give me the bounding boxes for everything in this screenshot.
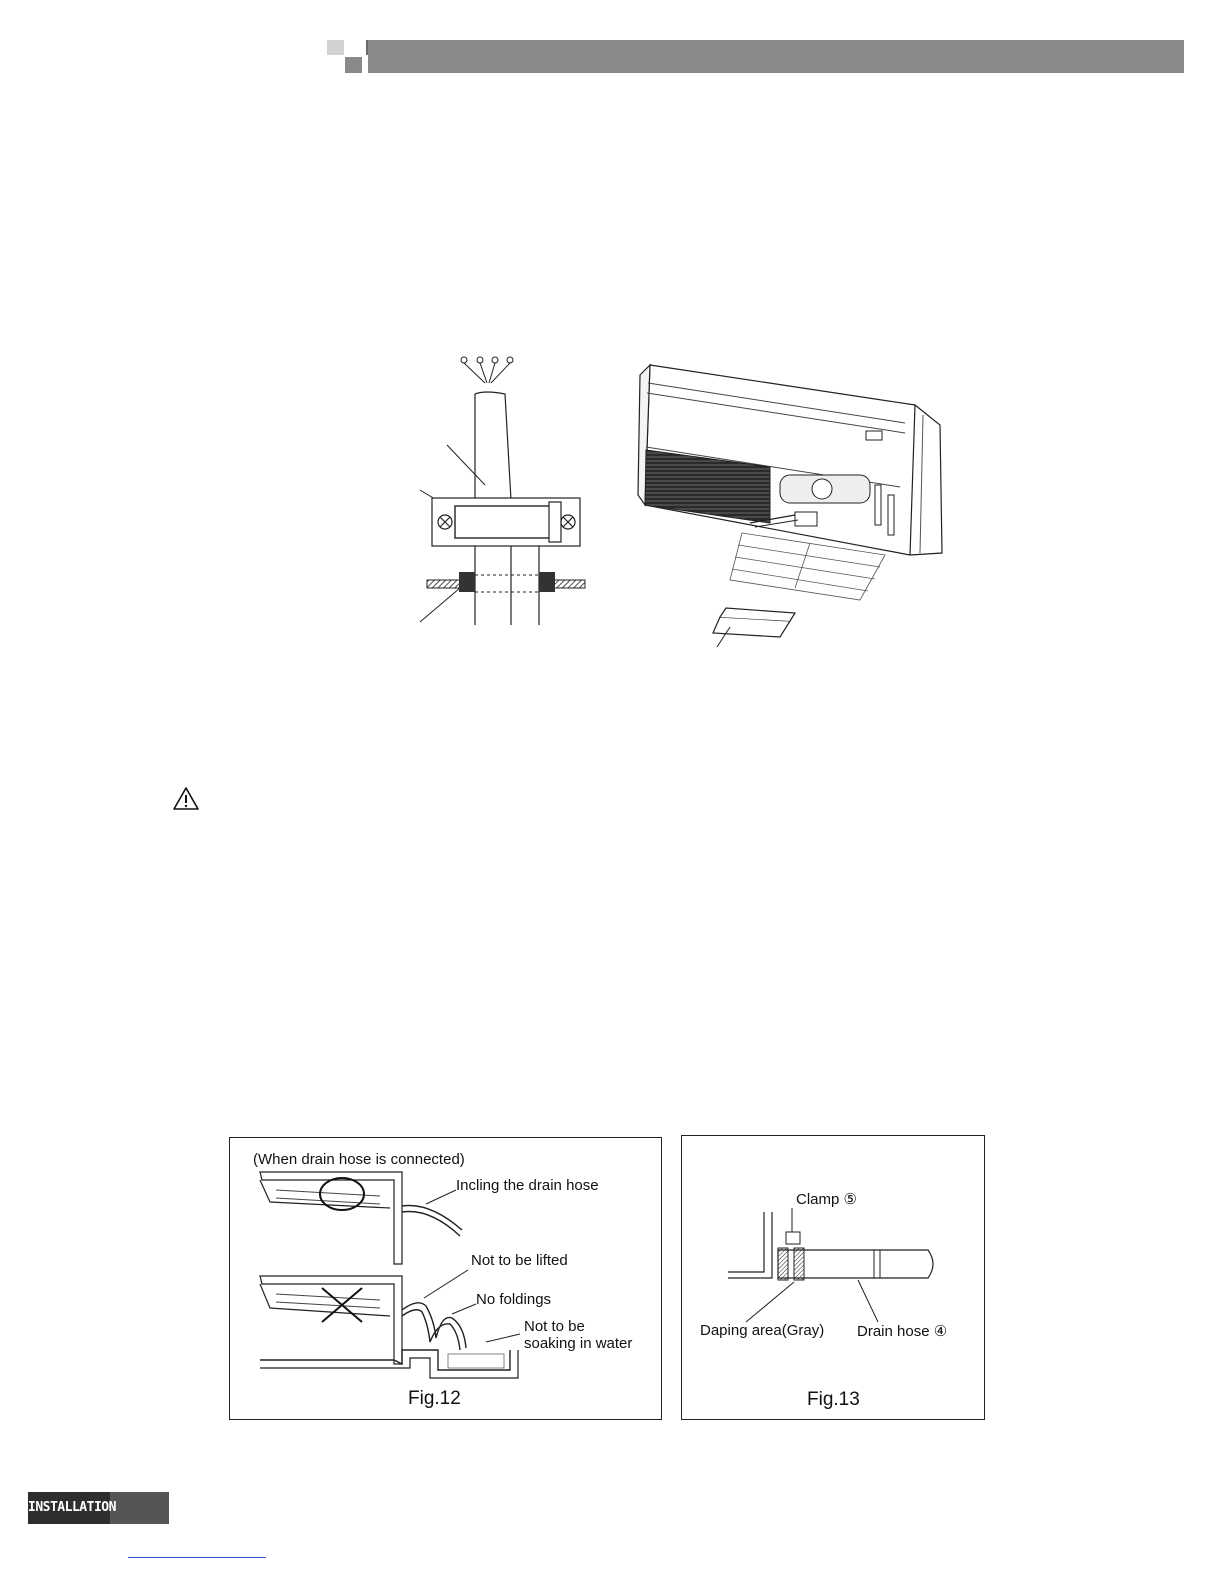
- fig12-note: (When drain hose is connected): [253, 1151, 465, 1168]
- header-square-light: [327, 40, 344, 55]
- footer-link-underline: [128, 1557, 266, 1558]
- fig12-label-soaking-2: soaking in water: [524, 1335, 633, 1352]
- header-bar: [368, 40, 1184, 73]
- footer-section-tab: [28, 1492, 169, 1524]
- fig13-label-daping: Daping area(Gray): [700, 1322, 825, 1339]
- fig12-label-incline: Incling the drain hose: [456, 1177, 599, 1194]
- indoor-unit-diagram: [630, 355, 950, 650]
- fig13-label-clamp: Clamp ⑤: [796, 1191, 857, 1208]
- cable-clamp-diagram: [415, 350, 605, 650]
- fig12-caption: Fig.12: [408, 1388, 461, 1409]
- warning-triangle-icon: [172, 786, 200, 811]
- fig13-label-drain-hose: Drain hose ④: [857, 1323, 948, 1340]
- fig13-caption: Fig.13: [807, 1389, 860, 1410]
- fig13-box: [681, 1135, 985, 1420]
- fig12-label-no-foldings: No foldings: [476, 1291, 552, 1308]
- fig12-label-not-lifted: Not to be lifted: [471, 1252, 568, 1269]
- footer-section-label: INSTALLATION: [28, 1492, 110, 1524]
- fig12-box: [229, 1137, 662, 1420]
- fig13-drawing: [682, 1136, 984, 1419]
- fig12-label-soaking-1: Not to be: [524, 1318, 585, 1335]
- header-square-mid: [345, 57, 362, 73]
